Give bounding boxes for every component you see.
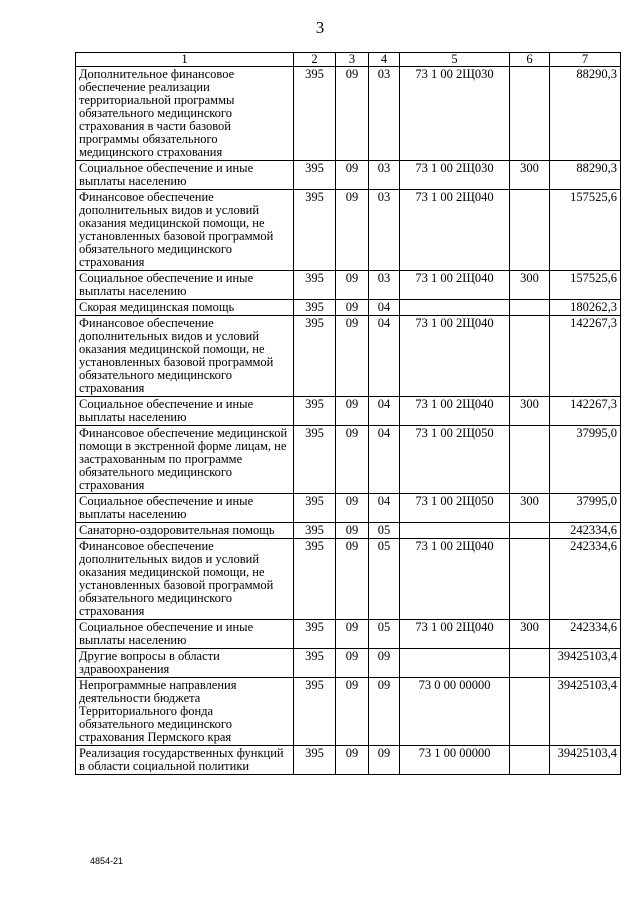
row-name-cell: Санаторно-оздоровительная помощь: [76, 523, 294, 539]
row-target-article-cell: 73 1 00 2Щ040: [400, 190, 510, 271]
row-admin-code-cell: 395: [294, 161, 336, 190]
row-name-cell: Финансовое обеспечение дополнительных видов и условий оказания медицинской помощи, не установленных базовой программой обязательного медицинского страхования: [76, 316, 294, 397]
row-amount-cell: 88290,3: [550, 67, 621, 161]
table-row: [76, 678, 621, 746]
table-row: [76, 649, 621, 678]
row-expense-type-cell: [510, 746, 550, 775]
row-admin-code-cell: 395: [294, 397, 336, 426]
row-target-article-cell: 73 1 00 2Щ030: [400, 67, 510, 161]
row-admin-code-cell: 395: [294, 523, 336, 539]
column-header: 1: [76, 53, 294, 67]
row-name-cell: Финансовое обеспечение дополнительных видов и условий оказания медицинской помощи, не установленных базовой программой обязательного медицинского страхования: [76, 190, 294, 271]
row-admin-code-cell: 395: [294, 300, 336, 316]
column-header: 6: [510, 53, 550, 67]
row-admin-code-cell: 395: [294, 539, 336, 620]
row-name-cell: Непрограммные направления деятельности бюджета Территориального фонда обязательного медицинского страхования Пермского края: [76, 678, 294, 746]
row-section-cell: 09: [336, 494, 369, 523]
row-subsection-cell: 05: [369, 620, 400, 649]
row-target-article-cell: 73 0 00 00000: [400, 678, 510, 746]
row-name-cell: Социальное обеспечение и иные выплаты населению: [76, 271, 294, 300]
row-expense-type-cell: [510, 649, 550, 678]
table-row: [76, 620, 621, 649]
row-subsection-cell: 03: [369, 190, 400, 271]
row-section-cell: 09: [336, 523, 369, 539]
row-name-cell: Социальное обеспечение и иные выплаты населению: [76, 397, 294, 426]
row-admin-code-cell: 395: [294, 190, 336, 271]
page-number: 3: [315, 18, 325, 37]
row-amount-cell: 37995,0: [550, 494, 621, 523]
table-row: [76, 523, 621, 539]
row-expense-type-cell: [510, 300, 550, 316]
document-code: 4854-21: [90, 856, 124, 866]
row-subsection-cell: 04: [369, 426, 400, 494]
row-expense-type-cell: 300: [510, 494, 550, 523]
row-target-article-cell: [400, 300, 510, 316]
row-subsection-cell: 03: [369, 67, 400, 161]
table-row: [76, 426, 621, 494]
row-name-cell: Финансовое обеспечение дополнительных видов и условий оказания медицинской помощи, не установленных базовой программой обязательного медицинского страхования: [76, 539, 294, 620]
row-expense-type-cell: 300: [510, 620, 550, 649]
row-subsection-cell: 09: [369, 746, 400, 775]
row-subsection-cell: 09: [369, 649, 400, 678]
row-amount-cell: 39425103,4: [550, 649, 621, 678]
row-admin-code-cell: 395: [294, 67, 336, 161]
row-subsection-cell: 04: [369, 300, 400, 316]
header-row: [76, 53, 621, 67]
row-amount-cell: 157525,6: [550, 271, 621, 300]
row-admin-code-cell: 395: [294, 746, 336, 775]
row-name-cell: Финансовое обеспечение медицинской помощи в экстренной форме лицам, не застрахованным по программе обязательного медицинского страхования: [76, 426, 294, 494]
row-target-article-cell: 73 1 00 2Щ040: [400, 397, 510, 426]
row-expense-type-cell: [510, 539, 550, 620]
row-subsection-cell: 03: [369, 161, 400, 190]
row-subsection-cell: 05: [369, 523, 400, 539]
row-section-cell: 09: [336, 300, 369, 316]
row-target-article-cell: 73 1 00 2Щ040: [400, 316, 510, 397]
row-expense-type-cell: 300: [510, 271, 550, 300]
row-subsection-cell: 04: [369, 397, 400, 426]
row-subsection-cell: 09: [369, 678, 400, 746]
row-target-article-cell: 73 1 00 00000: [400, 746, 510, 775]
row-amount-cell: 242334,6: [550, 539, 621, 620]
row-subsection-cell: 04: [369, 494, 400, 523]
row-expense-type-cell: 300: [510, 161, 550, 190]
column-header: 5: [400, 53, 510, 67]
row-section-cell: 09: [336, 316, 369, 397]
table-row: [76, 271, 621, 300]
row-section-cell: 09: [336, 649, 369, 678]
row-target-article-cell: 73 1 00 2Щ040: [400, 620, 510, 649]
row-section-cell: 09: [336, 746, 369, 775]
row-admin-code-cell: 395: [294, 620, 336, 649]
table-row: [76, 494, 621, 523]
row-amount-cell: 242334,6: [550, 523, 621, 539]
row-amount-cell: 157525,6: [550, 190, 621, 271]
table-row: [76, 397, 621, 426]
row-name-cell: Социальное обеспечение и иные выплаты населению: [76, 161, 294, 190]
row-admin-code-cell: 395: [294, 316, 336, 397]
row-amount-cell: 180262,3: [550, 300, 621, 316]
row-expense-type-cell: 300: [510, 397, 550, 426]
table-row: [76, 539, 621, 620]
row-admin-code-cell: 395: [294, 678, 336, 746]
row-expense-type-cell: [510, 67, 550, 161]
row-target-article-cell: 73 1 00 2Щ050: [400, 426, 510, 494]
row-expense-type-cell: [510, 523, 550, 539]
row-section-cell: 09: [336, 426, 369, 494]
row-section-cell: 09: [336, 271, 369, 300]
row-amount-cell: 242334,6: [550, 620, 621, 649]
row-name-cell: Дополнительное финансовое обеспечение реализации территориальной программы обязательного медицинского страхования в части базовой программы обязательного медицинского страхования: [76, 67, 294, 161]
row-section-cell: 09: [336, 678, 369, 746]
row-amount-cell: 39425103,4: [550, 746, 621, 775]
row-amount-cell: 39425103,4: [550, 678, 621, 746]
table-row: [76, 67, 621, 161]
row-name-cell: Социальное обеспечение и иные выплаты населению: [76, 494, 294, 523]
table-row: [76, 161, 621, 190]
row-section-cell: 09: [336, 161, 369, 190]
row-expense-type-cell: [510, 426, 550, 494]
column-header: 7: [550, 53, 621, 67]
row-section-cell: 09: [336, 190, 369, 271]
row-target-article-cell: [400, 523, 510, 539]
column-header: 3: [336, 53, 369, 67]
row-admin-code-cell: 395: [294, 649, 336, 678]
row-expense-type-cell: [510, 190, 550, 271]
table-row: [76, 746, 621, 775]
row-subsection-cell: 04: [369, 316, 400, 397]
row-expense-type-cell: [510, 316, 550, 397]
row-amount-cell: 142267,3: [550, 316, 621, 397]
row-amount-cell: 37995,0: [550, 426, 621, 494]
budget-table: [75, 52, 621, 775]
row-amount-cell: 142267,3: [550, 397, 621, 426]
row-target-article-cell: [400, 649, 510, 678]
table-row: [76, 300, 621, 316]
row-expense-type-cell: [510, 678, 550, 746]
row-target-article-cell: 73 1 00 2Щ030: [400, 161, 510, 190]
row-subsection-cell: 03: [369, 271, 400, 300]
row-amount-cell: 88290,3: [550, 161, 621, 190]
column-header: 4: [369, 53, 400, 67]
row-name-cell: Скорая медицинская помощь: [76, 300, 294, 316]
row-name-cell: Социальное обеспечение и иные выплаты населению: [76, 620, 294, 649]
row-section-cell: 09: [336, 67, 369, 161]
row-section-cell: 09: [336, 539, 369, 620]
table-row: [76, 316, 621, 397]
row-target-article-cell: 73 1 00 2Щ040: [400, 271, 510, 300]
row-admin-code-cell: 395: [294, 271, 336, 300]
row-name-cell: Другие вопросы в области здравоохранения: [76, 649, 294, 678]
row-target-article-cell: 73 1 00 2Щ050: [400, 494, 510, 523]
row-section-cell: 09: [336, 397, 369, 426]
row-name-cell: Реализация государственных функций в области социальной политики: [76, 746, 294, 775]
row-subsection-cell: 05: [369, 539, 400, 620]
row-admin-code-cell: 395: [294, 494, 336, 523]
table-row: [76, 190, 621, 271]
column-header: 2: [294, 53, 336, 67]
row-admin-code-cell: 395: [294, 426, 336, 494]
row-section-cell: 09: [336, 620, 369, 649]
row-target-article-cell: 73 1 00 2Щ040: [400, 539, 510, 620]
